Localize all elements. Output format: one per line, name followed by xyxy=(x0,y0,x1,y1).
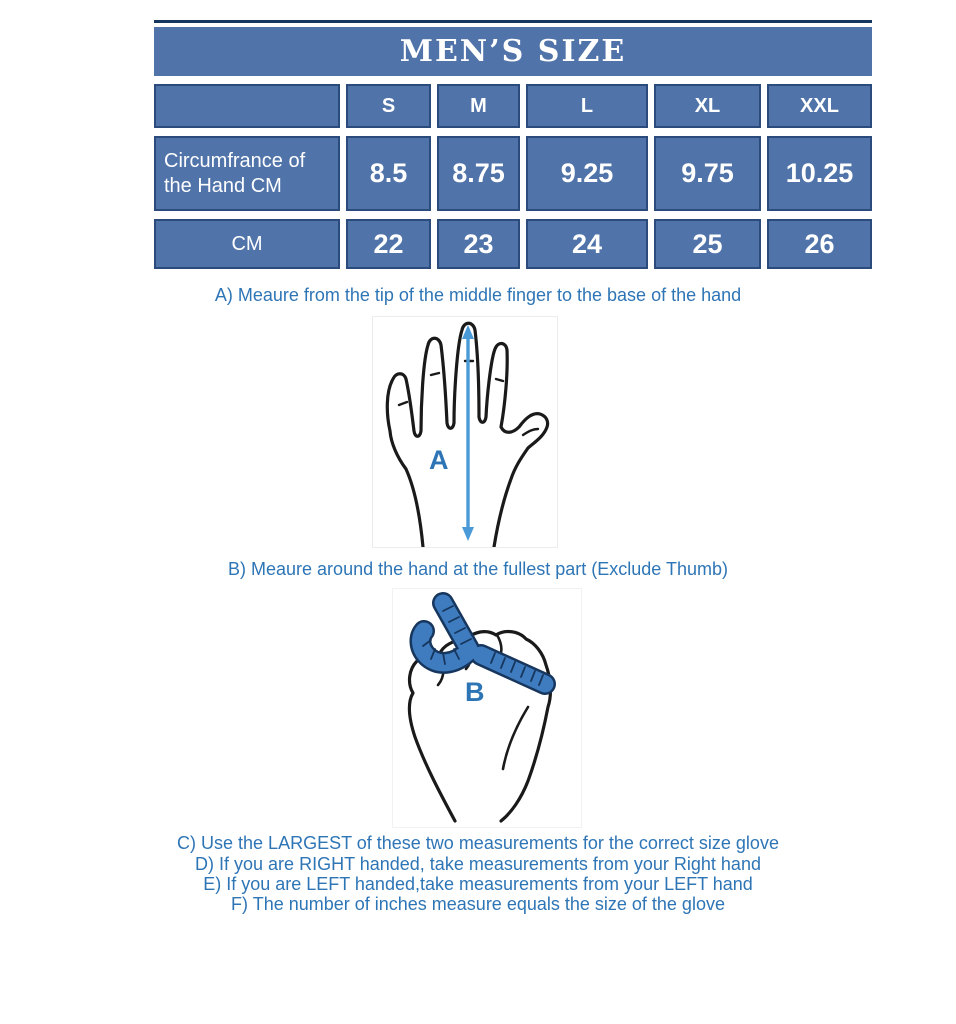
cm-xxl: 26 xyxy=(767,219,872,269)
empty-corner-cell xyxy=(154,84,340,128)
cm-s: 22 xyxy=(346,219,431,269)
cm-xl: 25 xyxy=(654,219,761,269)
instruction-f: F) The number of inches measure equals the size of the glove xyxy=(231,894,725,914)
size-header-xxl: XXL xyxy=(767,84,872,128)
fist-measuring-illustration xyxy=(392,588,582,828)
size-header-l: L xyxy=(526,84,648,128)
circumference-xl: 9.75 xyxy=(654,136,761,211)
figure-b-label: B xyxy=(465,677,485,707)
open-hand-illustration xyxy=(372,316,558,548)
circumference-m: 8.75 xyxy=(437,136,520,211)
instruction-b: B) Meaure around the hand at the fullest part (Exclude Thumb) xyxy=(228,559,728,579)
mens-size-table xyxy=(154,20,872,269)
row-label-circumference: Circumfrance of the Hand CM xyxy=(154,136,340,211)
size-header-m: M xyxy=(437,84,520,128)
instruction-a: A) Meaure from the tip of the middle finger to the base of the hand xyxy=(214,285,742,305)
cm-m: 23 xyxy=(437,219,520,269)
instruction-d: D) If you are RIGHT handed, take measurements from your Right hand xyxy=(195,854,761,874)
row-label-cm: CM xyxy=(154,219,340,269)
table-top-border xyxy=(154,20,872,23)
cm-l: 24 xyxy=(526,219,648,269)
circumference-xxl: 10.25 xyxy=(767,136,872,211)
instruction-c: C) Use the LARGEST of these two measurements for the correct size glove xyxy=(177,833,779,853)
open-hand-icon xyxy=(373,317,557,547)
circumference-l: 9.25 xyxy=(526,136,648,211)
table-grid xyxy=(154,84,872,269)
fist-icon xyxy=(393,589,581,827)
table-title: MEN’S SIZE xyxy=(154,27,872,76)
size-header-s: S xyxy=(346,84,431,128)
size-header-xl: XL xyxy=(654,84,761,128)
instruction-e: E) If you are LEFT handed,take measurements from your LEFT hand xyxy=(203,874,753,894)
figure-a-label: A xyxy=(429,445,449,475)
circumference-s: 8.5 xyxy=(346,136,431,211)
